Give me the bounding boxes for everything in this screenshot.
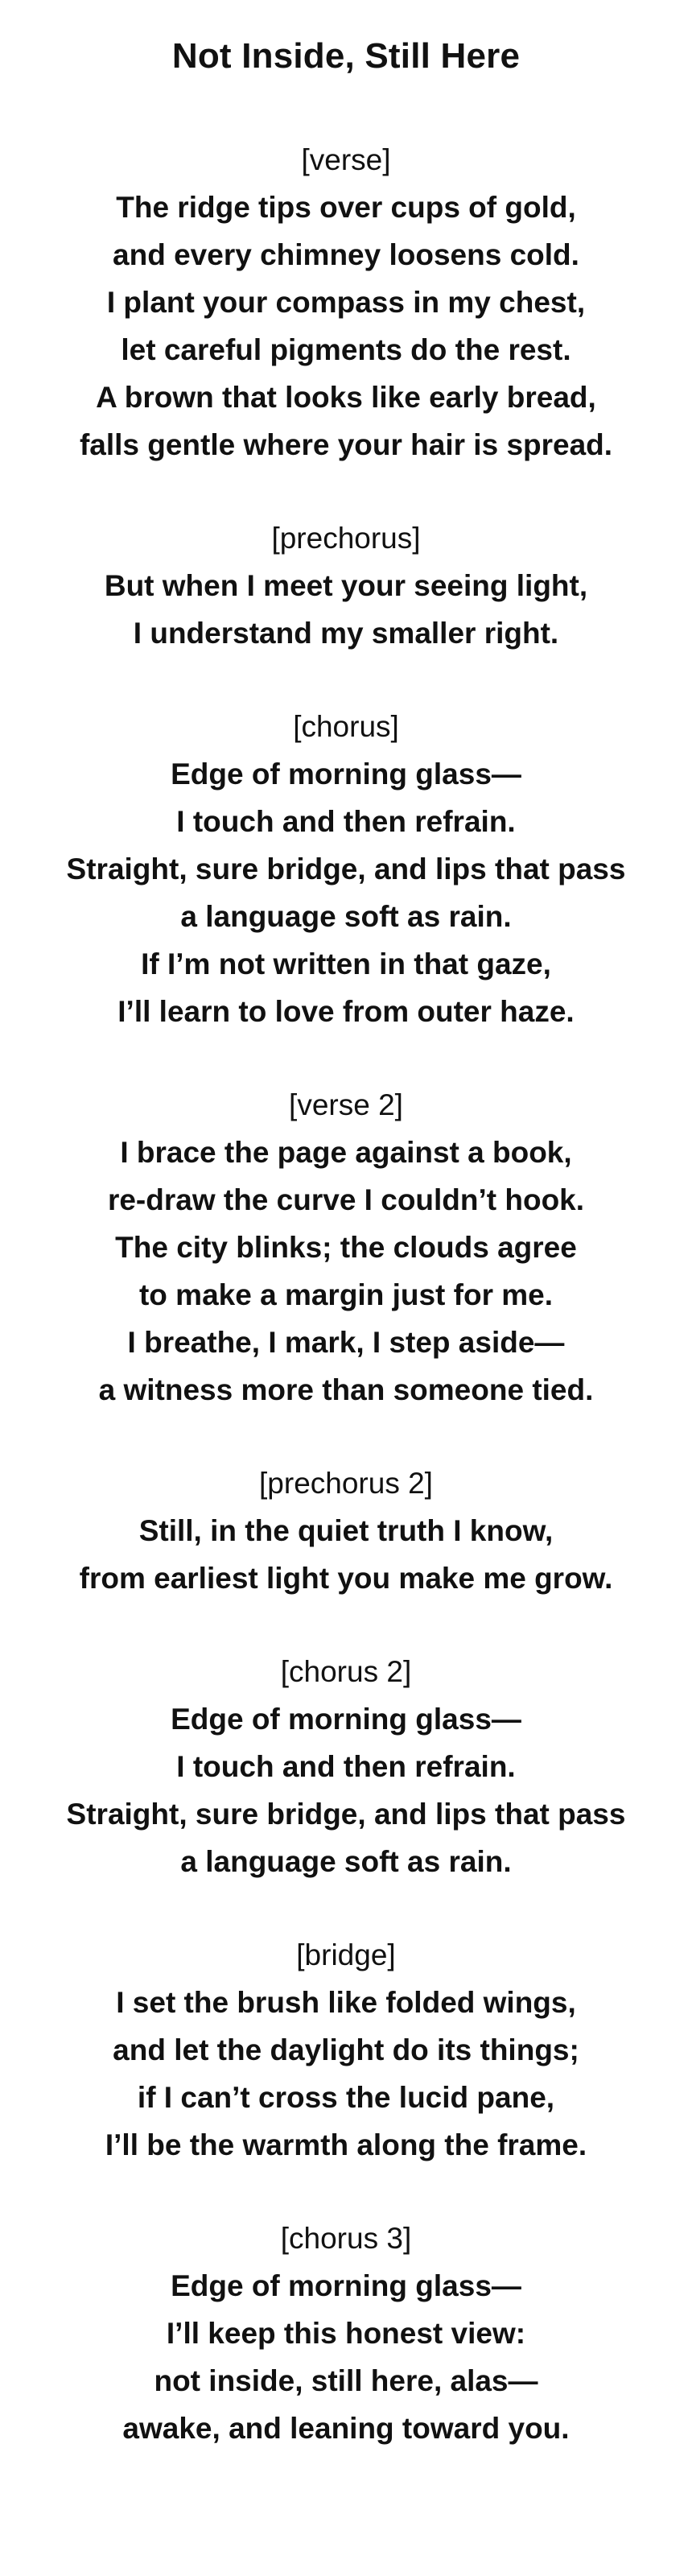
section-label: [chorus 3]: [280, 2222, 412, 2255]
lyric-line: a witness more than someone tied.: [98, 1373, 594, 1406]
lyric-line: If I’m not written in that gaze,: [141, 947, 551, 980]
lyric-section: [0, 137, 692, 469]
lyric-section: [0, 1649, 692, 1885]
section-label: [bridge]: [296, 1938, 396, 1971]
lyric-section: [0, 2215, 692, 2452]
lyric-line: I understand my smaller right.: [133, 617, 559, 650]
lyric-line: to make a margin just for me.: [138, 1278, 554, 1311]
lyric-section: [0, 1082, 692, 1414]
lyric-line: I plant your compass in my chest,: [106, 286, 586, 319]
lyric-section: [0, 1932, 692, 2169]
lyric-line: Edge of morning glass—: [171, 2269, 521, 2302]
lyric-section: [0, 515, 692, 657]
lyric-line: I brace the page against a book,: [120, 1136, 572, 1169]
lyric-section: [0, 704, 692, 1035]
lyric-line: Edge of morning glass—: [171, 758, 521, 791]
section-label: [chorus]: [293, 710, 399, 743]
lyric-line: re-draw the curve I couldn’t hook.: [107, 1183, 585, 1216]
lyric-line: I’ll be the warmth along the frame.: [105, 2128, 587, 2161]
lyric-line: let careful pigments do the rest.: [121, 333, 571, 366]
lyric-line: The city blinks; the clouds agree: [115, 1231, 577, 1264]
lyric-line: Straight, sure bridge, and lips that pass: [66, 852, 626, 886]
lyric-line: Edge of morning glass—: [171, 1703, 521, 1736]
lyric-line: I’ll keep this honest view:: [166, 2317, 526, 2350]
lyric-line: a language soft as rain.: [180, 900, 512, 933]
lyric-line: a language soft as rain.: [180, 1845, 512, 1878]
lyric-line: and let the daylight do its things;: [113, 2033, 579, 2066]
lyric-line: I breathe, I mark, I step aside—: [127, 1326, 565, 1359]
lyric-line: awake, and leaning toward you.: [122, 2412, 570, 2445]
section-label: [verse]: [301, 143, 391, 176]
lyric-line: A brown that looks like early bread,: [96, 381, 596, 414]
section-label: [prechorus]: [271, 522, 421, 555]
section-label: [verse 2]: [289, 1088, 403, 1121]
lyric-line: from earliest light you make me grow.: [79, 1562, 613, 1595]
lyric-line: not inside, still here, alas—: [154, 2364, 538, 2397]
lyric-line: Still, in the quiet truth I know,: [138, 1514, 554, 1547]
lyric-line: I touch and then refrain.: [176, 1750, 516, 1783]
section-label: [prechorus 2]: [259, 1467, 433, 1500]
lyric-line: falls gentle where your hair is spread.: [79, 428, 613, 461]
lyric-line: But when I meet your seeing light,: [104, 569, 588, 602]
lyric-section: [0, 1460, 692, 1602]
lyric-line: I touch and then refrain.: [176, 805, 516, 838]
page-title: Not Inside, Still Here: [171, 36, 521, 76]
lyric-line: if I can’t cross the lucid pane,: [137, 2081, 555, 2114]
lyric-line: I set the brush like folded wings,: [116, 1986, 576, 2019]
lyric-line: I’ll learn to love from outer haze.: [117, 995, 575, 1028]
lyrics-body: [0, 137, 692, 2452]
lyric-line: Straight, sure bridge, and lips that pass: [66, 1798, 626, 1831]
lyric-line: and every chimney loosens cold.: [113, 238, 579, 271]
lyric-line: The ridge tips over cups of gold,: [116, 191, 576, 224]
section-label: [chorus 2]: [280, 1655, 412, 1688]
